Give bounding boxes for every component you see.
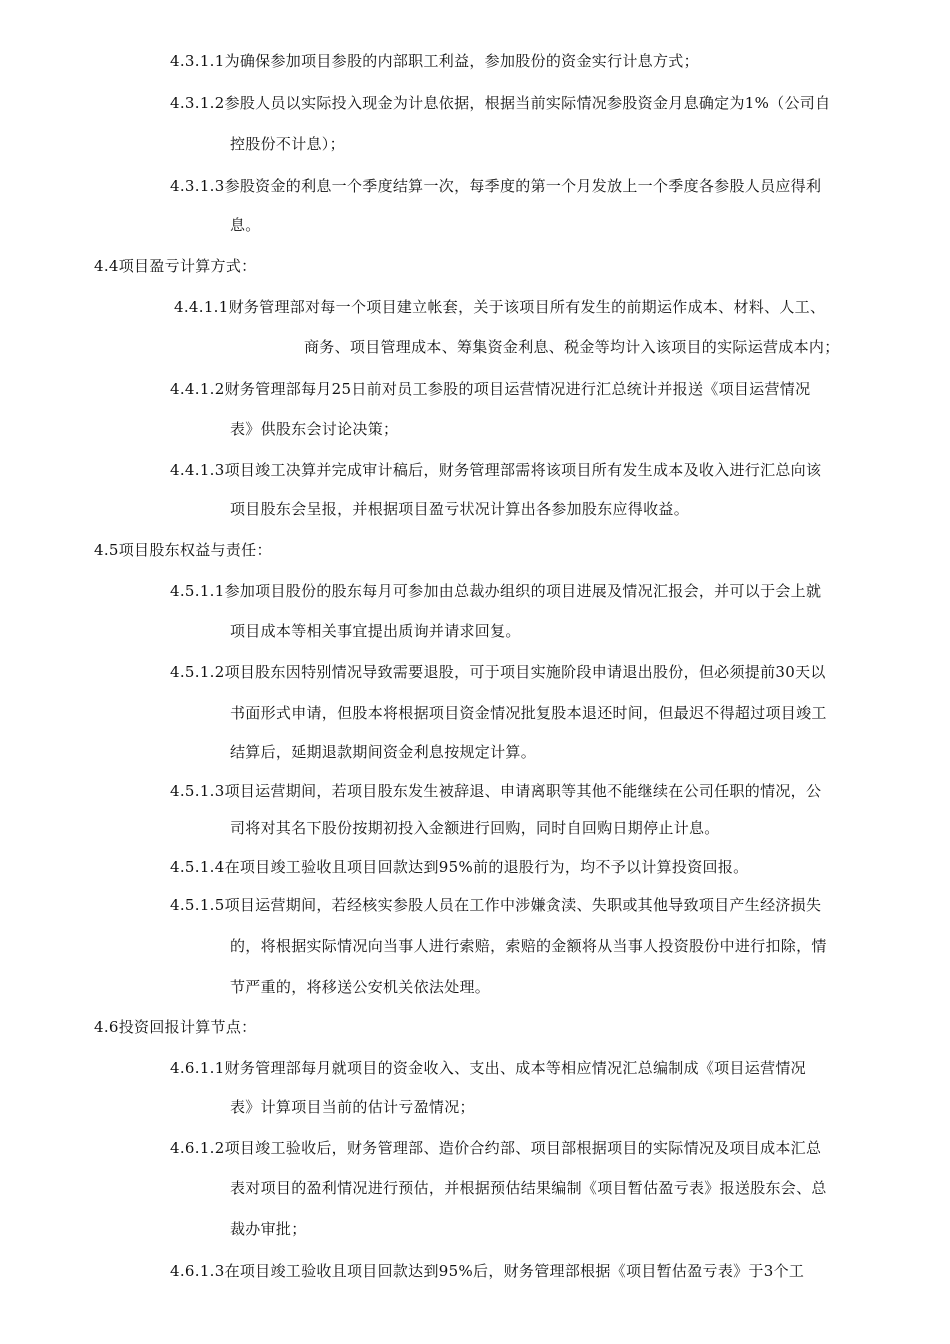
clause-4-3-1-3-cont: 息。 (230, 216, 261, 234)
clause-4-5-1-1-cont: 项目成本等相关事宜提出质询并请求回复。 (230, 622, 521, 640)
clause-4-4-1-3: 4.4.1.3项目竣工决算并完成审计稿后，财务管理部需将该项目所有发生成本及收入进行汇总向该 (170, 461, 822, 479)
clause-4-5-1-2: 4.5.1.2项目股东因特别情况导致需要退股，可于项目实施阶段申请退出股份，但必须提前30天以 (170, 663, 826, 681)
clause-4-5-1-1: 4.5.1.1参加项目股份的股东每月可参加由总裁办组织的项目进展及情况汇报会，并可以于会上就 (170, 582, 822, 600)
clause-4-4-1-1: 4.4.1.1财务管理部对每一个项目建立帐套，关于该项目所有发生的前期运作成本、材料、人工、 (174, 298, 826, 316)
clause-4-5-1-2-cont-2: 结算后，延期退款期间资金利息按规定计算。 (230, 743, 537, 761)
clause-4-5-1-3-cont: 司将对其名下股份按期初投入金额进行回购，同时自回购日期停止计息。 (230, 819, 720, 837)
clause-4-6-1-2-cont-1: 表对项目的盈利情况进行预估，并根据预估结果编制《项目暂估盈亏表》报送股东会、总 (230, 1179, 827, 1197)
clause-4-4-1-3-cont: 项目股东会呈报，并根据项目盈亏状况计算出各参加股东应得收益。 (230, 500, 690, 518)
clause-4-5-1-3: 4.5.1.3项目运营期间，若项目股东发生被辞退、申请离职等其他不能继续在公司任职的情况，公 (170, 782, 822, 800)
clause-4-3-1-3: 4.3.1.3参股资金的利息一个季度结算一次，每季度的第一个月发放上一个季度各参股人员应得利 (170, 177, 822, 195)
clause-4-5-1-5-cont-2: 节严重的，将移送公安机关依法处理。 (230, 978, 491, 996)
clause-4-6-1-2: 4.6.1.2项目竣工验收后，财务管理部、造价合约部、项目部根据项目的实际情况及项目成本汇总 (170, 1139, 822, 1157)
clause-4-5-1-4: 4.5.1.4在项目竣工验收且项目回款达到95%前的退股行为，均不予以计算投资回报。 (170, 858, 749, 876)
clause-4-3-1-1: 4.3.1.1为确保参加项目参股的内部职工利益，参加股份的资金实行计息方式； (170, 52, 699, 70)
clause-4-6-1-2-cont-2: 裁办审批； (230, 1220, 307, 1238)
section-heading-4-5: 4.5项目股东权益与责任： (94, 541, 272, 559)
clause-4-5-1-5: 4.5.1.5项目运营期间，若经核实参股人员在工作中涉嫌贪渎、失职或其他导致项目产生经济损失 (170, 896, 822, 914)
clause-4-5-1-2-cont-1: 书面形式申请，但股本将根据项目资金情况批复股本退还时间，但最迟不得超过项目竣工 (230, 704, 827, 722)
clause-4-3-1-2-cont: 控股份不计息）； (230, 135, 345, 153)
clause-4-4-1-2: 4.4.1.2财务管理部每月25日前对员工参股的项目运营情况进行汇总统计并报送《项目运营情况 (170, 380, 811, 398)
clause-4-5-1-5-cont-1: 的，将根据实际情况向当事人进行索赔，索赔的金额将从当事人投资股份中进行扣除，情 (230, 937, 827, 955)
clause-4-6-1-1-cont: 表》计算项目当前的估计亏盈情况； (230, 1098, 475, 1116)
clause-4-3-1-2: 4.3.1.2参股人员以实际投入现金为计息依据，根据当前实际情况参股资金月息确定为1%（公司自 (170, 94, 831, 112)
section-heading-4-6: 4.6投资回报计算节点： (94, 1018, 257, 1036)
section-heading-4-4: 4.4项目盈亏计算方式： (94, 257, 257, 275)
clause-4-4-1-2-cont: 表》供股东会讨论决策； (230, 420, 399, 438)
clause-4-6-1-3: 4.6.1.3在项目竣工验收且项目回款达到95%后，财务管理部根据《项目暂估盈亏表》于3个工 (170, 1262, 805, 1280)
clause-4-4-1-1-cont: 商务、项目管理成本、筹集资金利息、税金等均计入该项目的实际运营成本内； (304, 338, 840, 356)
clause-4-6-1-1: 4.6.1.1财务管理部每月就项目的资金收入、支出、成本等相应情况汇总编制成《项目运营情况 (170, 1059, 806, 1077)
